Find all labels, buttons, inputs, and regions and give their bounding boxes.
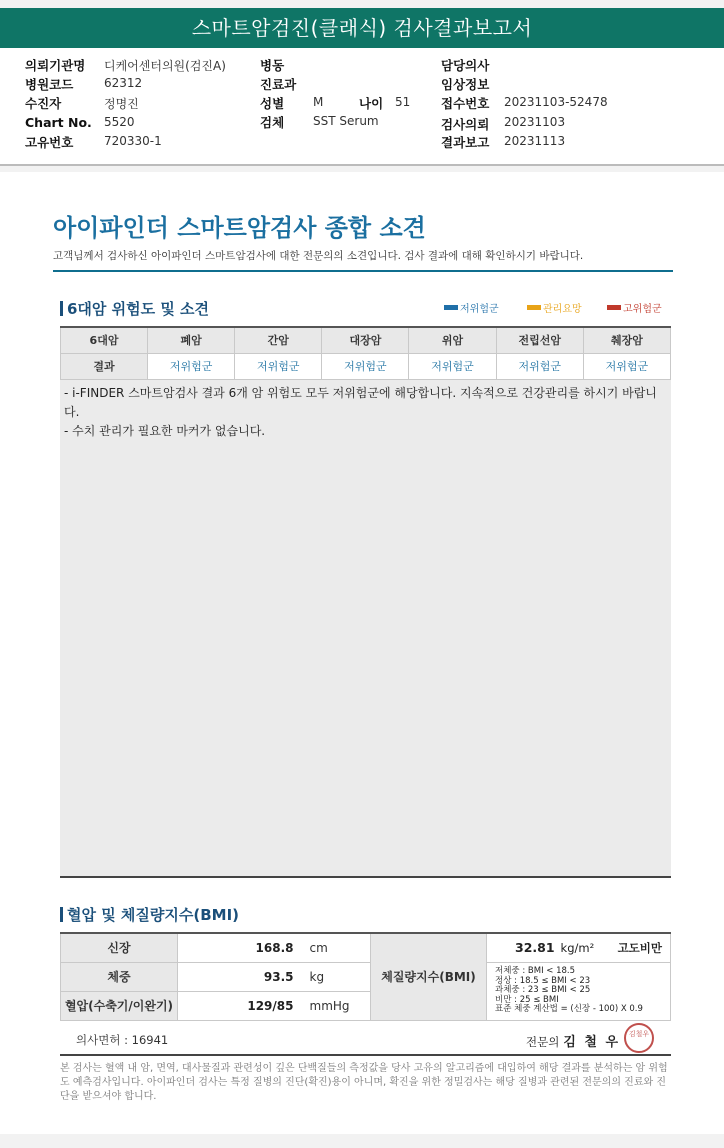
bmi-section-title-text: 혈압 및 체질량지수(BMI)	[67, 906, 240, 924]
license-number: 의사면허 : 16941	[76, 1033, 169, 1047]
bmi-unit: kg/m²	[560, 940, 595, 955]
unique-value: 720330-1	[104, 134, 162, 148]
risk-header-row	[61, 327, 671, 353]
req-org-label: 의뢰기관명	[25, 58, 86, 73]
unique-label: 고유번호	[25, 135, 74, 150]
height-unit: cm	[304, 933, 371, 962]
hosp-code-value: 62312	[104, 76, 143, 90]
patient-label: 수진자	[25, 96, 62, 111]
doctor-prefix: 전문의	[526, 1035, 560, 1049]
weight-value: 93.5	[178, 962, 304, 991]
requested-label: 검사의뢰	[441, 117, 490, 132]
legend-watch-label: 관리요망	[543, 304, 582, 315]
summary-title: 아이파인더 스마트암검사 종합 소견	[53, 214, 426, 242]
result-liver: 저위험군	[235, 353, 322, 379]
dept-label: 진료과	[260, 77, 297, 92]
specimen-label: 검체	[260, 115, 285, 130]
specimen-value: SST Serum	[313, 114, 379, 128]
patient-info-block	[0, 48, 724, 166]
weight-row	[61, 962, 671, 991]
result-colon: 저위험군	[322, 353, 409, 379]
risk-result-row	[61, 353, 671, 379]
disclaimer: 본 검사는 혈액 내 암, 면역, 대사물질과 관련성이 깊은 단백질들의 측정값을 당사 고유의 알고리즘에 대입하여 해당 결과를 분석하는 암 위험도 예측검사입니다. 아이파인더 검사는 특정 질병의 진단(확진)용이 아니며, 확진을 위한 정밀검사는 해당 질병과 관련된 전문의의 진료와 진단을 받으셔야 합니다.	[60, 1063, 668, 1102]
patient-value: 정명진	[104, 97, 139, 111]
summary-divider	[53, 270, 673, 272]
section-bar-icon	[60, 907, 63, 922]
risk-section-title-text: 6대암 위험도 및 소견	[67, 300, 210, 318]
finding-line: - i-FINDER 스마트암검사 결과 6개 암 위험도 모두 저위험군에 해당합니다. 지속적으로 건강관리를 하시기 바랍니다.	[64, 386, 657, 419]
report-page	[0, 172, 724, 1134]
legend-high-swatch	[607, 305, 621, 310]
bmi-ref-line: 저체중 : BMI < 18.5	[495, 966, 576, 977]
bmi-ref-line: 비만 : 25 ≤ BMI	[495, 994, 559, 1005]
chart-label: Chart No.	[25, 115, 92, 130]
signature-row	[60, 1020, 671, 1056]
summary-subtitle: 고객님께서 검사하신 아이파인더 스마트암검사에 대한 전문의의 소견입니다. 검사 결과에 대해 확인하시기 바랍니다.	[53, 250, 584, 262]
receipt-value: 20231103-52478	[504, 95, 608, 109]
weight-unit: kg	[304, 962, 371, 991]
bmi-table	[60, 932, 671, 1021]
risk-section-title	[60, 298, 209, 319]
doctor-seal-icon: 김철우	[624, 1023, 654, 1053]
top-margin	[0, 0, 724, 8]
legend-low	[444, 300, 499, 315]
result-pancreas: 저위험군	[583, 353, 670, 379]
legend-high-label: 고위험군	[623, 304, 662, 315]
cancer-prostate: 전립선암	[496, 327, 583, 353]
bmi-section-title	[60, 904, 239, 925]
legend-watch	[527, 300, 582, 315]
age-label: 나이	[359, 96, 384, 111]
legend-high	[607, 300, 662, 315]
height-value: 168.8	[178, 933, 304, 962]
bmi-label: 체질량지수(BMI)	[371, 933, 487, 1020]
bmi-reference	[487, 962, 671, 1020]
sex-value: M	[313, 95, 324, 109]
weight-label: 체중	[61, 962, 178, 991]
risk-header-lead: 6대암	[61, 327, 148, 353]
chart-value: 5520	[104, 115, 135, 129]
sex-label: 성별	[260, 96, 285, 111]
result-lung: 저위험군	[148, 353, 235, 379]
report-title: 스마트암검진(클래식) 검사결과보고서	[0, 8, 724, 48]
bp-label: 혈압(수축기/이완기)	[61, 991, 178, 1020]
legend-low-swatch	[444, 305, 458, 310]
reported-value: 20231113	[504, 134, 566, 148]
bp-value: 129/85	[178, 991, 304, 1020]
section-bar-icon	[60, 301, 63, 316]
height-label: 신장	[61, 933, 178, 962]
bmi-ref-line: 정상 : 18.5 ≤ BMI < 23	[495, 975, 591, 986]
doctor-name: 김 철 우	[563, 1035, 621, 1050]
requested-value: 20231103	[504, 115, 566, 129]
receipt-label: 접수번호	[441, 96, 490, 111]
hosp-code-label: 병원코드	[25, 77, 74, 92]
bmi-class: 고도비만	[617, 940, 662, 955]
finding-line: - 수치 관리가 필요한 마커가 없습니다.	[64, 424, 266, 438]
clinical-label: 임상정보	[441, 77, 490, 92]
bmi-ref-line: 표준 체중 계산법 = (신장 - 100) X 0.9	[495, 1004, 643, 1015]
result-prostate: 저위험군	[496, 353, 583, 379]
findings-box	[60, 380, 671, 878]
bmi-value-cell	[487, 933, 671, 962]
cancer-pancreas: 췌장암	[583, 327, 670, 353]
reported-label: 결과보고	[441, 135, 490, 150]
bmi-ref-line: 과체중 : 23 ≤ BMI < 25	[495, 985, 591, 996]
ward-label: 병동	[260, 58, 285, 73]
cancer-lung: 폐암	[148, 327, 235, 353]
bp-unit: mmHg	[304, 991, 371, 1020]
legend-watch-swatch	[527, 305, 541, 310]
risk-result-lead: 결과	[61, 353, 148, 379]
risk-table	[60, 326, 671, 380]
cancer-stomach: 위암	[409, 327, 496, 353]
doctor-label: 담당의사	[441, 58, 490, 73]
age-value: 51	[395, 95, 411, 109]
cancer-liver: 간암	[235, 327, 322, 353]
cancer-colon: 대장암	[322, 327, 409, 353]
doctor-signature	[526, 1031, 620, 1050]
result-stomach: 저위험군	[409, 353, 496, 379]
req-org-value: 디케어센터의원(검진A)	[104, 59, 226, 73]
bmi-value: 32.81	[515, 939, 555, 955]
height-row	[61, 933, 671, 962]
legend-low-label: 저위험군	[460, 304, 499, 315]
